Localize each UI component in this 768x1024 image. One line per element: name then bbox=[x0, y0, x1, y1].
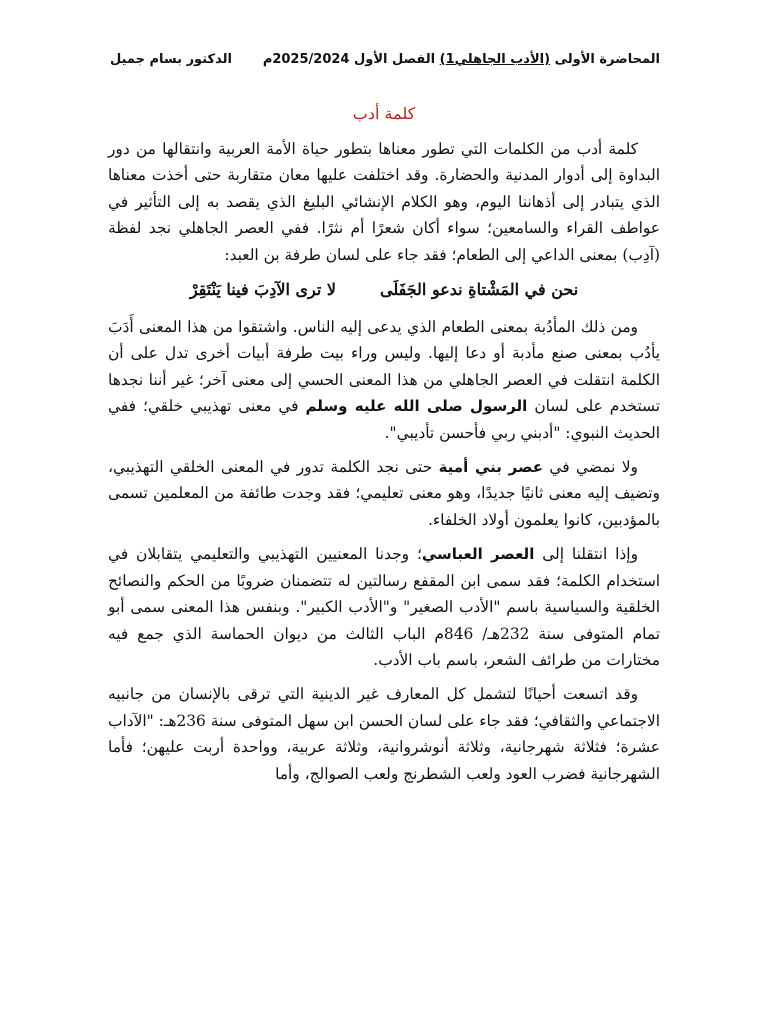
paragraph-1: كلمة أدب من الكلمات التي تطور معناها بتطور حياة الأمة العربية وانتقالها من دور البداوة إلى أدوار المدنية والحضارة. وقد اختلفت عليها معان متقاربة حتى أخذت معناها الذي يتبادر إلى أذهاننا اليوم، وهو الكلام الإنشائي البليغ الذي يقصد به إلى التأثير في عواطف القراء والسامعين؛ سواء أكان شعرًا أم نثرًا. ففي العصر الجاهلي نجد لفظة (آدِب) بمعنى الداعي إلى الطعام؛ فقد جاء على لسان طرفة بن العبد: bbox=[108, 140, 660, 264]
paragraph-5: وقد اتسعت أحيانًا لتشمل كل المعارف غير الدينية التي ترقى بالإنسان من جانبيه الاجتماعي والثقافي؛ فقد جاء على لسان الحسن ابن سهل المتوفى سنة 236هـ: "الآداب عشرة؛ فثلاثة شهرجانية، وثلاثة أنوشروانية، وثلاثة عربية، وواحدة أربت عليهن؛ فأما الشهرجانية فضرب العود ولعب الشطرنج ولعب الصوالج، وأما bbox=[108, 685, 660, 783]
page-header bbox=[110, 52, 660, 67]
paragraph-4-bold: العصر العباسي bbox=[421, 545, 535, 564]
paragraph-4-text-b: ؛ وجدنا المعنيين التهذيبي والتعليمي يتقابلان في استخدام الكلمة؛ فقد سمى ابن المقفع رسالتين له تتضمنان ضروبًا من الحكم والنصائح الخلقية والسياسية باسم "الأدب الصغير" و"الأدب الكبير". وبنفس هذا المعنى سمى أبو تمام المتوفى سنة 232هـ/ 846م الباب الثالث من ديوان الحماسة الذي جمع فيه مختارات من طرائف الشعر، باسم باب الأدب. bbox=[108, 545, 661, 669]
paragraph-3-text-b: حتى نجد الكلمة تدور في المعنى الخلقي التهذيبي، وتضيف إليه معنى ثانيًا جديدًا، وهو معنى تعليمي؛ فقد وجدت طائفة من المعلمين تسمى بالمؤدبين، كانوا يعلمون أولاد الخلفاء. bbox=[108, 458, 660, 529]
header-title-line bbox=[263, 52, 660, 67]
paragraph-2 bbox=[108, 314, 660, 446]
poetry-verse bbox=[108, 276, 660, 304]
paragraph-3-text-a: ولا نمضي في bbox=[549, 458, 638, 477]
paragraph-3 bbox=[108, 454, 660, 533]
paragraph-2-bold: الرسول صلى الله عليه وسلم bbox=[305, 397, 528, 416]
section-title: كلمة أدب bbox=[352, 104, 416, 123]
header-lecture: المحاضرة الأولى bbox=[554, 52, 660, 67]
header-course: (الأدب الجاهلي1) bbox=[439, 52, 551, 67]
paragraph-4 bbox=[108, 541, 660, 673]
paragraph-4-text-a: وإذا انتقلنا إلى bbox=[542, 545, 638, 564]
verse-hemistich-1: نحن في المَشْتاةِ ندعو الجَفَلَى bbox=[380, 280, 579, 300]
paragraph-2-text-b: في معنى تهذيبي خلقي؛ ففي الحديث النبوي: "أدبني ربي فأحسن تأديبي". bbox=[108, 397, 660, 442]
verse-hemistich-2: لا ترى الآدِبَ فينا يَنْتَقِرْ bbox=[189, 280, 336, 300]
header-author: الدكتور بسام جميل bbox=[110, 52, 232, 67]
document-body bbox=[108, 136, 660, 795]
paragraph-2-text-a: ومن ذلك المأدُبة بمعنى الطعام الذي يدعى إليه الناس. واشتقوا من هذا المعنى أَدَبَ يأدُب بمعنى صنع مأدبة أو دعا إليها. وليس وراء بيت طرفة أبيات أخرى تدل على أن الكلمة انتقلت في العصر الجاهلي من هذا المعنى الحسي إلى معنى آخر؛ غير أننا نجدها تستخدم على لسان bbox=[108, 318, 660, 416]
header-semester: الفصل الأول 2025/2024م bbox=[262, 52, 436, 67]
paragraph-3-bold: عصر بني أمية bbox=[438, 458, 543, 477]
